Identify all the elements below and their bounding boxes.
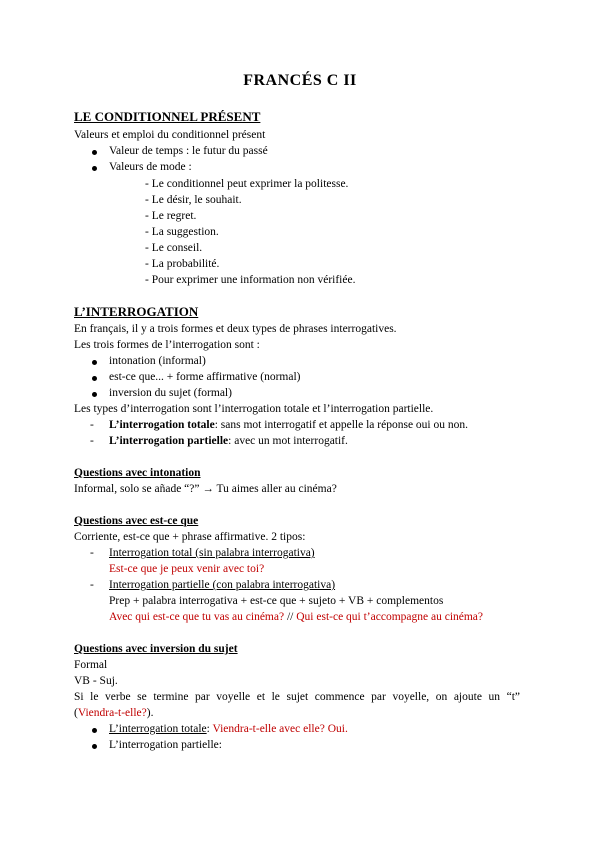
mode-item-probabilite: - La probabilité. <box>145 258 220 270</box>
type-partielle-desc: : avec un mot interrogatif. <box>228 435 348 447</box>
type-totale <box>109 417 468 433</box>
inversion-totale-example: Viendra-t-elle avec elle? Oui. <box>212 723 348 735</box>
heading-conditionnel: LE CONDITIONNEL PRÉSENT <box>74 109 261 124</box>
example-total: Est-ce que je peux venir avec toi? <box>109 563 265 575</box>
intonation-line: Informal, solo se añade “?” → Tu aimes aller au cinéma? <box>74 483 337 495</box>
inversion-rule-example <box>74 705 153 721</box>
type-partielle <box>109 433 348 449</box>
inversion-totale <box>109 721 348 737</box>
mode-item-desir: - Le désir, le souhait. <box>145 194 242 206</box>
bullet-icon <box>92 728 97 733</box>
inversion-totale-colon: : <box>206 723 213 735</box>
form-inversion: inversion du sujet (formal) <box>109 387 232 399</box>
mode-item-information: - Pour exprimer une information non vérifiée. <box>145 274 356 286</box>
inversion-structure: VB - Suj. <box>74 675 118 687</box>
mode-item-regret: - Le regret. <box>145 210 197 222</box>
bullet-icon <box>92 360 97 365</box>
bullet-icon <box>92 744 97 749</box>
interrogation-p2: Les trois formes de l’interrogation sont : <box>74 339 260 351</box>
interrogation-p1: En français, il y a trois formes et deux types de phrases interrogatives. <box>74 323 397 335</box>
example-partielle-2: Qui est-ce qui t’accompagne au cinéma? <box>296 611 484 623</box>
mode-item-conseil: - Le conseil. <box>145 242 203 254</box>
dash-marker: - <box>90 419 94 431</box>
interrogation-p3: Les types d’interrogation sont l’interrogation totale et l’interrogation partielle. <box>74 403 434 415</box>
interrogation-partielle-item: Interrogation partielle (con palabra interrogativa) <box>109 579 336 591</box>
bullet-valeur-temps: Valeur de temps : le futur du passé <box>109 145 268 157</box>
dash-marker: - <box>90 547 94 559</box>
partielle-structure: Prep + palabra interrogativa + est-ce que + sujeto + VB + complementos <box>109 595 444 607</box>
example-viendra: Viendra-t-elle? <box>77 707 147 719</box>
mode-item-suggestion: - La suggestion. <box>145 226 219 238</box>
dash-marker: - <box>90 579 94 591</box>
type-totale-label: L’interrogation totale <box>109 419 215 431</box>
type-partielle-label: L’interrogation partielle <box>109 435 229 447</box>
form-est-ce-que: est-ce que... + forme affirmative (normal) <box>109 371 301 383</box>
bullet-icon <box>92 166 97 171</box>
form-intonation: intonation (informal) <box>109 355 206 367</box>
heading-intonation: Questions avec intonation <box>74 467 201 479</box>
mode-item-politesse: - Le conditionnel peut exprimer la politesse. <box>145 178 349 190</box>
inversion-formal: Formal <box>74 659 108 671</box>
paren-open: ( <box>74 707 78 719</box>
bullet-icon <box>92 150 97 155</box>
inversion-rule: Si le verbe se termine par voyelle et le sujet commence par voyelle, on ajoute un “t” <box>74 691 520 703</box>
est-ce-que-line: Corriente, est-ce que + phrase affirmative. 2 tipos: <box>74 531 306 543</box>
heading-inversion: Questions avec inversion du sujet <box>74 643 238 655</box>
interrogation-total-item: Interrogation total (sin palabra interrogativa) <box>109 547 315 559</box>
inversion-totale-label: L’interrogation totale <box>109 723 207 735</box>
bullet-icon <box>92 392 97 397</box>
heading-est-ce-que: Questions avec est-ce que <box>74 515 199 527</box>
partielle-examples <box>109 609 483 625</box>
bullet-valeurs-mode: Valeurs de mode : <box>109 161 192 173</box>
type-totale-desc: : sans mot interrogatif et appelle la réponse oui ou non. <box>214 419 468 431</box>
example-partielle-1: Avec qui est-ce que tu vas au cinéma? <box>109 611 285 623</box>
inversion-partielle: L’interrogation partielle: <box>109 739 222 751</box>
bullet-icon <box>92 376 97 381</box>
heading-interrogation: L’INTERROGATION <box>74 304 199 319</box>
intro-conditionnel: Valeurs et emploi du conditionnel présent <box>74 129 266 141</box>
paren-close: ). <box>146 707 154 719</box>
dash-marker: - <box>90 435 94 447</box>
example-separator: // <box>284 611 297 623</box>
page-title: FRANCÉS C II <box>243 72 357 89</box>
